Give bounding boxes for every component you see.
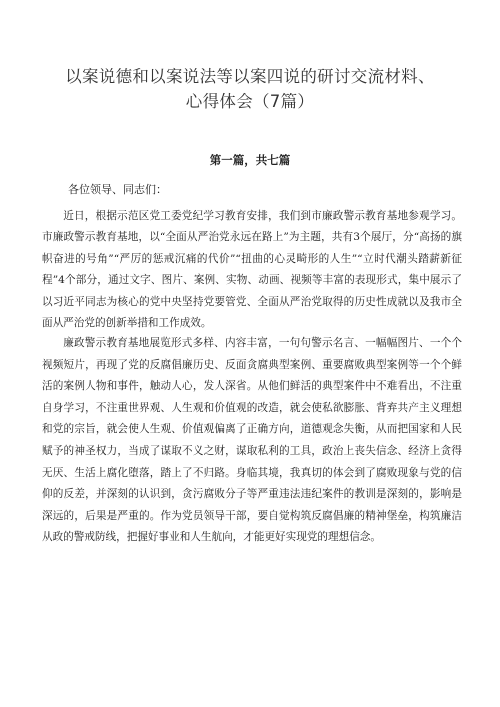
section-heading: 第一篇，共七篇 (209, 153, 291, 167)
body-paragraph-2: 廉政警示教育基地展览形式多样、内容丰富，一句句警示名言、一幅幅图片、一个个视频短片，再现了党的反腐倡廉历史、反面贪腐典型案例、重要腐败典型案例等一个个鲜活的案例人物和事件，触动人心，发人深省。从他们鲜活的典型案件中不难看出，不注重自身学习，不注重世界观、人生观和价值观的改造，就会使私欲膨胀、背弃共产主义理想和党的宗旨，就会使人生观、价值观偏离了正确方向，道德观念失衡，从而把国家和人民赋予的神圣权力，当成了谋取不义之财，谋取私利的工具，政治上丧失信念、经济上贪得无厌、生活上腐化堕落，踏上了不归路。身临其境，我真切的体会到了腐败现象与党的信仰的反差，并深刻的认识到，贪污腐败分子等严重违法违纪案件的教训是深刻的，影响是深远的，后果是严重的。作为党员领导干部，要自觉构筑反腐倡廉的精神堡垒，构筑廉洁从政的警戒防线，把握好事业和人生航向，才能更好实现党的理想信念。 (42, 337, 462, 544)
document-title (40, 64, 460, 114)
title-line-2: 心得体会（7篇） (185, 92, 315, 111)
salutation: 各位领导、同志们： (68, 183, 167, 196)
title-line-1: 以案说德和以案说法等以案四说的研讨交流材料、 (65, 67, 435, 86)
body-paragraph-1: 近日，根据示范区党工委党纪学习教育安排，我们到市廉政警示教育基地参观学习。市廉政警示教育基地，以“全面从严治党永远在路上”为主题，共有3个展厅，分“高扬的旗帜奋进的号角”“严厉的惩戒沉痛的代价”“扭曲的心灵畸形的人生”“立时代潮头踏薪新征程”4个部分，通过文字、图片、案例、实物、动画、视频等丰富的表现形式，集中展示了以习近平同志为核心的党中央坚持党要管党、全面从严治党取得的历史性成就以及我市全面从严治党的创新举措和工作成效。 (42, 210, 462, 330)
